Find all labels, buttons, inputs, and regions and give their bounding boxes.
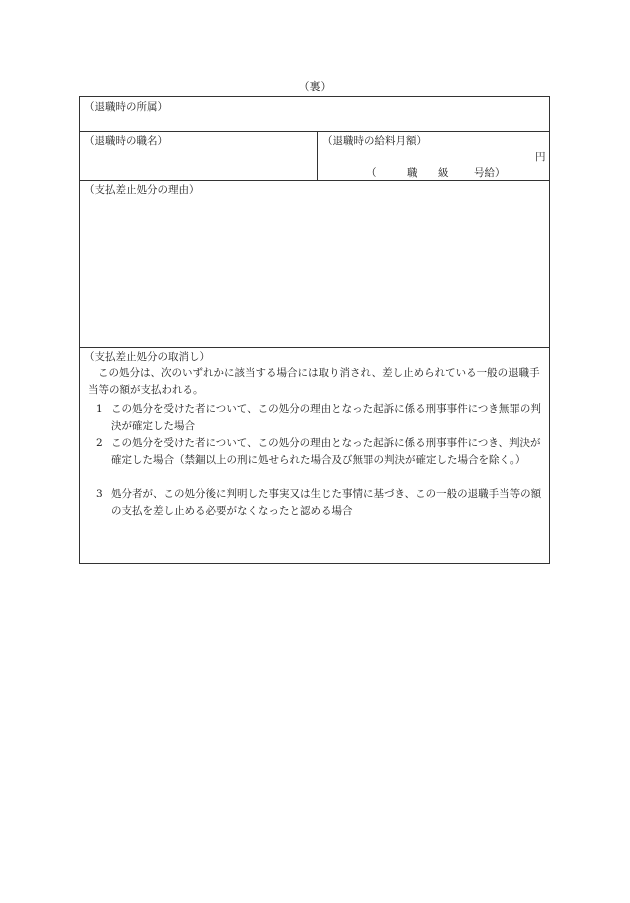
salary-label: （退職時の給料月額） xyxy=(322,135,427,147)
cancellation-item-2-text xyxy=(111,435,545,468)
reason-label: （支払差止処分の理由） xyxy=(84,184,200,196)
cancellation-item-2-number: 2 xyxy=(96,437,103,449)
grade-kyu: 級 xyxy=(438,167,449,179)
page-heading: （裏） xyxy=(298,80,332,93)
salary-grade-line xyxy=(366,165,506,181)
disposition-form-back xyxy=(79,96,550,564)
cancellation-item-3-text xyxy=(111,486,545,519)
position-label: （退職時の職名） xyxy=(84,135,168,147)
grade-gokyu: 号給） xyxy=(474,167,506,179)
row-divider-1 xyxy=(80,131,549,132)
cancellation-item-2-body: この処分を受けた者について、この処分の理由となった起訴に係る刑事事件につき、判決が確定した場合（禁錮以上の刑に処せられた場合及び無罪の判決が確定した場合を除く。） xyxy=(111,437,541,466)
cancellation-item-1-number: 1 xyxy=(96,403,103,415)
grade-shoku: 職 xyxy=(407,167,418,179)
department-label: （退職時の所属） xyxy=(84,101,168,113)
row-divider-3 xyxy=(80,347,549,348)
cancellation-item-3-number: 3 xyxy=(96,488,103,500)
row-divider-2 xyxy=(80,180,549,181)
salary-currency: 円 xyxy=(535,151,546,163)
cancellation-item-3-body: 処分者が、この処分後に判明した事実又は生じた事情に基づき、この一般の退職手当等の額の支払を差し止める必要がなくなったと認める場合 xyxy=(111,488,542,517)
cancellation-label: （支払差止処分の取消し） xyxy=(84,351,210,363)
cancellation-item-1-text xyxy=(111,401,545,434)
cancellation-intro: この処分は、次のいずれかに該当する場合には取り消され、差し止められている一般の退職手当等の額が支払われる。 xyxy=(88,367,540,396)
column-divider xyxy=(317,131,318,180)
grade-open-paren: （ xyxy=(366,167,377,179)
cancellation-item-1-body: この処分を受けた者について、この処分の理由となった起訴に係る刑事事件につき無罪の判決が確定した場合 xyxy=(111,403,541,432)
